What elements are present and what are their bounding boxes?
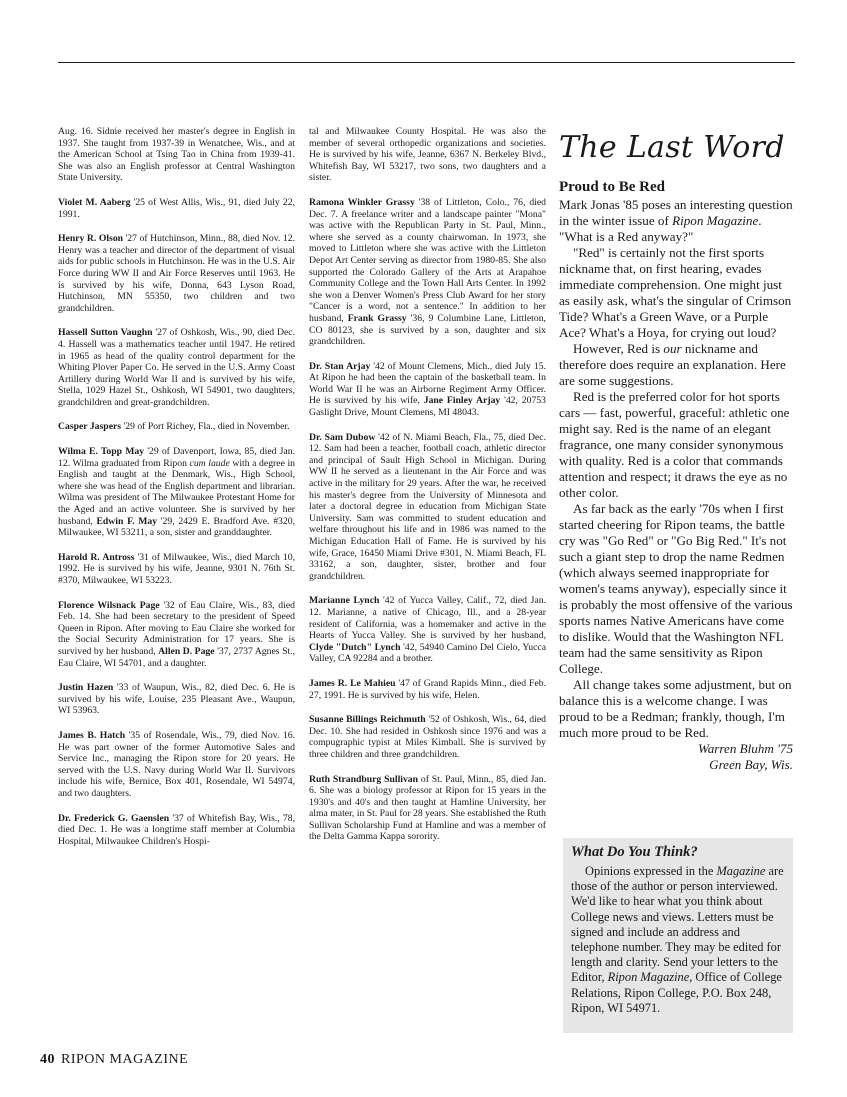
obituary-text: '27 of Hutchinson, Minn., 88, died Nov. 12. Henry was a teacher and director of the department of visual aids for public schools in Hutchinson. He was in the U.S. Air Force during WW II and Air Force Reserves until 1963. He is survived by his wife, Donna, 643 Lyson Road, Hutchinson, MN 55350, two children and two grandchildren. xyxy=(58,233,295,314)
obituary-entry xyxy=(58,600,295,670)
box-text: , Office of College Relations, Ripon College, P.O. Box 248, Ripon, WI 54971. xyxy=(571,970,782,1015)
essay-italic: Ripon Magazine xyxy=(672,213,759,228)
obituary-entry xyxy=(309,714,546,760)
signature-name: Warren Bluhm '75 xyxy=(698,741,793,756)
obituary-name: Violet M. Aaberg xyxy=(58,196,131,208)
essay-paragraph xyxy=(559,501,795,677)
essay-text: However, Red is xyxy=(573,341,664,356)
obituary-entry xyxy=(309,361,546,419)
essay-body xyxy=(559,197,795,741)
publication-name: RIPON MAGAZINE xyxy=(61,1052,189,1067)
obituary-text: tal and Milwaukee County Hospital. He was also the member of several orthopedic organizations and societies. He is survived by his wife, Jeanne, 6367 N. Berkeley Blvd., Whitefish Bay, WI 53217, two sons, two daughters and a sister. xyxy=(309,126,546,184)
obituary-entry xyxy=(58,446,295,539)
obituary-text: '31 of Milwaukee, Wis., died March 10, 1992. He is survived by his wife, Jeanne, 9301 N. 76th St. #370, Milwaukee, WI 53223. xyxy=(58,551,295,586)
obituary-name: Ramona Winkler Grassy xyxy=(309,196,415,208)
top-rule xyxy=(58,62,795,63)
essay-paragraph xyxy=(559,677,795,741)
obituary-text: '29 of Davenport, Iowa, 85, died Jan. 12. Wilma graduated from Ripon xyxy=(58,446,295,469)
obituary-entry xyxy=(309,774,546,844)
feedback-box-body xyxy=(571,864,785,1016)
obituary-text: '25 of West Allis, Wis., 91, died July 22, 1991. xyxy=(58,196,295,220)
obituary-text: '38 of Littleton, Colo., 76, died Dec. 7. A freelance writer and a landscape painter "Mona" was active with the Republican Party in St. Paul, Minn., where she served as a county chairwoman. In 1973, she moved to Littleton where she was active with the Littleton Depot Art Center serving as director from 1980-85. She also supported the Colorado Gallery of the Arts at Arapahoe Community College and the Town Hall Arts Center. In 1992 she won a Denver Women's Press Club Award for her story "Cancer is a word, not a sentence." In addition to her husband, xyxy=(309,196,547,324)
obituary-name: Harold R. Antross xyxy=(58,551,135,563)
last-word-column xyxy=(559,130,795,773)
obituary-name: Dr. Stan Arjay xyxy=(309,360,371,372)
obituary-name: Ruth Strandburg Sullivan xyxy=(309,773,419,785)
feedback-box xyxy=(563,838,793,1033)
obituary-name: Florence Wilsnack Page xyxy=(58,599,160,611)
obituary-entry xyxy=(58,126,295,184)
obituary-name: Henry R. Olson xyxy=(58,233,124,245)
obituary-text: '52 of Oshkosh, Wis., 64, died Dec. 10. She had resided in Oshkosh since 1976 and was a compugraphic typist at Miles Kimball. She is survived by three children and three grandchildren. xyxy=(309,714,546,760)
obituary-name: Dr. Frederick G. Gaenslen xyxy=(58,812,170,824)
obituary-entry xyxy=(58,327,295,408)
obituary-spouse-name: Allen D. Page xyxy=(158,645,215,657)
box-text: Opinions expressed in the xyxy=(585,864,717,878)
obituary-column-2 xyxy=(309,126,546,856)
obituary-entry xyxy=(309,678,546,701)
obituary-entry xyxy=(58,197,295,220)
essay-heading: Proud to Be Red xyxy=(559,179,665,195)
obituary-column-1 xyxy=(58,126,295,860)
obituary-spouse-name: Clyde "Dutch" Lynch xyxy=(309,641,401,653)
obituary-text: '37, 2737 Agnes St., Eau Claire, WI 54701, and a daughter. xyxy=(58,645,296,669)
essay-text: Mark Jonas '85 poses an interesting question in the winter issue of xyxy=(559,197,793,228)
essay-text: As far back as the early '70s when I first started cheering for Ripon teams, the battle cry was "Go Red" or "Go Big Red." It's not such a giant step to drop the name Redmen (which always seemed inappropriate for women's teams anyway), especially since it is probably the most offensive of the various sports names Native Americans have come to dislike. Would that the Washington NFL team had the same sensitivity as Ripon College. xyxy=(559,501,793,676)
obituary-entry xyxy=(58,233,295,314)
obituary-spouse-name: Frank Grassy xyxy=(347,312,407,324)
obituary-spouse-name: Edwin F. May xyxy=(96,515,158,527)
obituary-entry xyxy=(58,813,295,848)
obituary-entry xyxy=(58,552,295,587)
obituary-entry xyxy=(309,126,546,184)
essay-paragraph xyxy=(559,389,795,501)
obituary-text: '37 of Whitefish Bay, Wis., 78, died Dec. 1. He was a longtime staff member at Columbia Hospital, Milwaukee Children's Hospi- xyxy=(58,812,295,847)
box-italic: Magazine xyxy=(716,864,766,878)
box-italic: Ripon Magazine xyxy=(607,970,690,985)
obituary-name: Casper Jaspers xyxy=(58,421,122,433)
essay-paragraph xyxy=(559,341,795,389)
signature-place: Green Bay, Wis. xyxy=(709,757,793,772)
obituary-text: Aug. 16. Sidnie received her master's degree in English in 1937. She taught from 1937-39 in Wenatchee, Wis., and at the American School at Tsing Tao in China from 1939-41. She was also an English professor at Central Washington State University. xyxy=(58,126,295,184)
obituary-name: Marianne Lynch xyxy=(309,595,380,607)
obituary-name: Dr. Sam Dubow xyxy=(309,431,376,443)
page-footer xyxy=(40,1052,188,1068)
section-title: The Last Word xyxy=(559,130,785,165)
obituary-text: '36, 9 Columbine Lane, Littleton, CO 80123, she is survived by a son, daughter and six grandchildren. xyxy=(309,312,546,348)
obituary-text: '42 of Yucca Valley, Calif., 72, died Jan. 12. Marianne, a native of Chicago, Ill., and a 28-year resident of California, was a homemaker and active in the Hearts of Yucca Valley. She is survived by her husband, xyxy=(309,595,546,642)
page-number: 40 xyxy=(40,1052,55,1067)
obituary-name: Wilma E. Topp May xyxy=(58,446,145,458)
obituary-entry xyxy=(58,730,295,800)
essay-paragraph xyxy=(559,197,795,245)
obituary-entry xyxy=(309,197,546,348)
obituary-name: Susanne Billings Reichmuth xyxy=(309,714,426,726)
obituary-name: James B. Hatch xyxy=(58,729,126,741)
obituary-text: '42, 20753 Gaslight Drive, Mount Clemens, MI 48043. xyxy=(309,395,546,419)
obituary-italic: cum laude xyxy=(189,457,230,469)
obituary-text: '32 of Eau Claire, Wis., 83, died Feb. 14. She had been secretary to the president of Speed Queen in Ripon. After moving to Eau Claire she worked for the Social Security Administration for 17 years. She is survived by her husband, xyxy=(58,599,295,657)
obituary-text: '35 of Rosendale, Wis., 79, died Nov. 16. He was part owner of the former Automotive Sales and Service Inc., managing the Ripon store for 20 years. He served with the U.S. Navy during World War II. Survivors include his wife, Bernice, Box 401, Rosendale, WI 54974, and two daughters. xyxy=(58,729,295,799)
obituary-text: '33 of Waupun, Wis., 82, died Dec. 6. He is survived by his wife, Louise, 235 Pleasant Ave., Waupun, WI 53963. xyxy=(58,682,295,717)
essay-text: "Red" is certainly not the first sports nickname that, on first hearing, evades immediate comprehension. One might just as easily ask, what's the singular of Crimson Tide? What's a Green Wave, or a Purple Ace? What's a Hoya, for crying out loud? xyxy=(559,245,792,340)
obituary-entry xyxy=(309,595,546,665)
obituary-name: Justin Hazen xyxy=(58,682,114,694)
obituary-text: '47 of Grand Rapids Minn., died Feb. 27, 1991. He is survived by his wife, Helen. xyxy=(309,677,547,701)
essay-signature xyxy=(559,741,795,773)
obituary-entry xyxy=(58,421,295,433)
obituary-text: with a degree in English and taught at the Denmark, Wis., High School, where she was head of the English department and librarian. Wilma was president of The Milwaukee Protestant Home for the Aged and an active volunteer. She is survived by her husband, xyxy=(58,457,295,527)
obituary-text: of St. Paul, Minn., 85, died Jan. 6. She was a biology professor at Ripon for 15 years in the 1930's and 40's and then taught at Hamline University, her alma mater, in St. Paul for 28 years. She established the Ruth Sullivan Scholarship Fund at Hamline and was a member of the Delta Gamma Kappa sorority. xyxy=(309,773,546,843)
essay-text: All change takes some adjustment, but on balance this is a welcome change. I was proud to be a Redman; frankly, though, I'm much more proud to be Red. xyxy=(559,677,792,740)
essay-italic: our xyxy=(663,341,682,356)
obituary-text: '42 of Mount Clemens, Mich., died July 15. At Ripon he had been the captain of the basketball team. In World War II he was an Airborne Regiment Army Officer. He is survived by his wife, xyxy=(309,360,546,407)
obituary-text: '42 of N. Miami Beach, Fla., 75, died Dec. 12. Sam had been a teacher, football coach, athletic director and principal of Sault High School in Michigan. During WW II he served as a lieutenant in the Air Force and was active in the military for 29 years. After the war, he received his master's degree from the University of Minnesota and later a doctoral degree in education from Michigan State University. Sam was committed to student education and welfare throughout his life and in 1986 was named to the Michigan Education Hall of Fame. He is survived by his wife, Grace, 16450 Miami Drive #301, N. Miami Beach, FL 33162, a son, daughter, sister, brother and four grandchildren. xyxy=(309,431,546,582)
obituary-text: '42, 54940 Camino Del Cielo, Yucca Valley, CA 92284 and a brother. xyxy=(309,641,547,665)
obituary-name: James R. Le Mahieu xyxy=(309,677,396,689)
essay-text: Red is the preferred color for hot sports cars — fast, powerful, graceful: athletic one might say. Red is the name of an elegant fragrance, one many consider synonymous with quality. Red is a color that commands attention and respect; it draws the eye as no other color. xyxy=(559,389,790,500)
essay-text: nickname and therefore does require an explanation. Here are some suggestions. xyxy=(559,341,786,388)
box-text: are those of the author or person interviewed. We'd like to hear what you think about College news and views. Letters must be signed and include an address and telephone number. They may be edited for length and clarity. Send your letters to the Editor, xyxy=(571,864,784,985)
obituary-spouse-name: Jane Finley Arjay xyxy=(423,395,501,407)
obituary-name: Hassell Sutton Vaughn xyxy=(58,327,153,339)
obituary-entry xyxy=(58,682,295,717)
obituary-entry xyxy=(309,432,546,583)
obituary-text: '29, 2429 E. Bradford Ave. #320, Milwaukee, WI 53211, a son, sister and granddaughter. xyxy=(58,515,295,539)
feedback-box-title: What Do You Think? xyxy=(571,844,698,860)
essay-paragraph xyxy=(559,245,795,341)
obituary-text: '27 of Oshkosh, Wis., 90, died Dec. 4. Hassell was a mathematics teacher until 1947. He retired in 1965 as head of the quality control department for the Whiting Plover Paper Co. He served in the U.S. Army Coast Artillery during World War II and is survived by his wife, Stella, 1029 Hazel St., Oshkosh, WI 54901, two daughters, grandchildren and great-grandchildren. xyxy=(58,327,296,408)
essay-text: . "What is a Red anyway?" xyxy=(559,213,762,244)
obituary-text: '29 of Port Richey, Fla., died in November. xyxy=(121,421,290,433)
